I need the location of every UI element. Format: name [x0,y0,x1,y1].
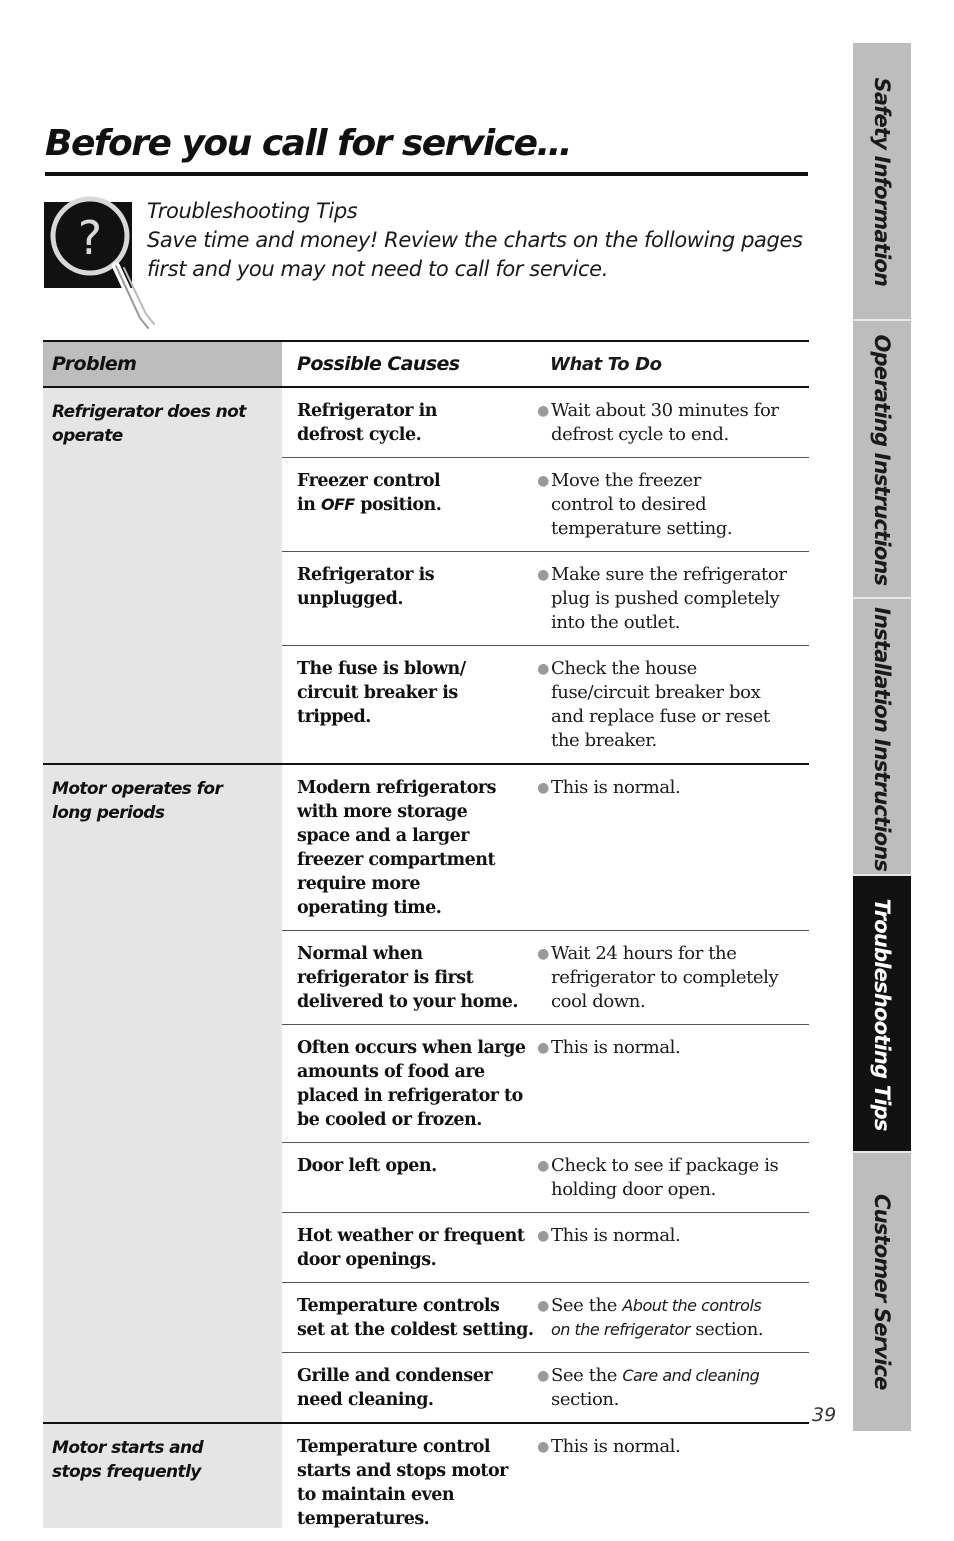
cause-cell [282,765,535,930]
cause-text: Temperature controls [297,1296,500,1316]
todo-text: holding door open. [551,1179,716,1200]
table-row [282,552,809,646]
cause-text-part: position. [354,495,442,515]
cause-text: space and a larger [297,826,469,846]
tips-line: Save time and money! Review the charts on the following pages [147,228,803,252]
todo-cell [535,388,809,457]
cause-text-part: in [297,495,321,515]
table-header [43,340,809,388]
problem-cell [43,765,282,1422]
tips-heading: Troubleshooting Tips [147,199,358,223]
page-number: 39 [812,1404,837,1426]
bullet-dot: ● [537,1228,549,1244]
todo-cell [535,931,809,1024]
todo-cell [535,458,809,551]
bullet-dot: ● [537,1368,549,1384]
table-row [282,1353,809,1422]
svg-text:?: ? [77,211,103,265]
cause-cell [282,1283,535,1352]
section-reference: on the refrigerator [551,1320,690,1339]
section-reference: Care and cleaning [622,1366,760,1385]
cause-text: set at the coldest setting. [297,1320,534,1340]
todo-text: the breaker. [551,730,657,751]
cause-text: need cleaning. [297,1390,434,1410]
cause-text: Refrigerator in [297,401,437,421]
problem-text: stops frequently [52,1462,201,1482]
todo-text: Make sure the refrigerator [551,564,787,585]
cause-cell [282,1025,535,1142]
todo-text [551,1364,803,1388]
todo-text: into the outlet. [551,612,680,633]
todo-text-part: See the [551,1365,623,1386]
cause-text: to maintain even [297,1485,455,1505]
troubleshooting-table [43,340,809,1541]
tab-troubleshooting-tips[interactable] [853,876,911,1153]
tab-installation-instructions[interactable] [853,599,911,876]
table-row [282,1283,809,1353]
cause-text: The fuse is blown/ [297,659,466,679]
cause-cell [282,646,535,763]
bullet-dot: ● [537,780,549,796]
todo-text: Wait 24 hours for the [551,943,737,964]
problem-cell [43,388,282,763]
tab-label: Customer Service [870,1194,894,1390]
todo-cell [535,1283,809,1352]
todo-cell [535,1424,809,1541]
cause-text: circuit breaker is [297,683,458,703]
todo-cell [535,765,809,930]
header-possible-causes: Possible Causes [297,353,460,375]
todo-text [551,1294,803,1318]
tab-safety-information[interactable] [853,43,911,321]
problem-text: Refrigerator does not [52,402,246,422]
cause-text: amounts of food are [297,1062,485,1082]
tab-label: Installation Instructions [870,607,894,872]
todo-text: control to desired [551,494,707,515]
question-magnifier-icon [44,196,160,332]
todo-text: temperature setting. [551,518,733,539]
cause-text: be cooled or frozen. [297,1110,482,1130]
cause-text: temperatures. [297,1509,430,1529]
table-row [282,388,809,458]
section-reference: About the controls [622,1296,762,1315]
cause-cell [282,931,535,1024]
table-row [282,1213,809,1283]
section-tabs [853,43,911,1431]
cause-text: Refrigerator is [297,565,435,585]
todo-text: This is normal. [551,777,681,798]
todo-cell [535,1143,809,1212]
todo-text: Check to see if package is [551,1155,779,1176]
todo-text: This is normal. [551,1037,681,1058]
cause-text: operating time. [297,898,442,918]
bullet-dot: ● [537,1439,549,1455]
cause-cell [282,552,535,645]
cause-cell [282,388,535,457]
cause-text: require more [297,874,420,894]
table-row [282,1025,809,1143]
cause-cell [282,1213,535,1282]
table-row [282,1424,809,1541]
troubleshooting-tips-intro [147,197,803,284]
table-row [282,1143,809,1213]
todo-cell [535,1353,809,1422]
bullet-dot: ● [537,567,549,583]
cause-text: delivered to your home. [297,992,519,1012]
cause-text: with more storage [297,802,468,822]
problem-cell [43,1424,282,1528]
page-title: Before you call for service… [45,118,808,176]
tab-customer-service[interactable] [853,1153,911,1431]
todo-text: This is normal. [551,1225,681,1246]
cause-text: tripped. [297,707,371,727]
problem-text: operate [52,426,123,446]
problem-group [43,1424,809,1541]
todo-text: Wait about 30 minutes for [551,400,779,421]
table-row [282,458,809,552]
bullet-dot: ● [537,1158,549,1174]
tab-label: Operating Instructions [870,334,894,586]
header-problem: Problem [43,342,282,386]
cause-text: placed in refrigerator to [297,1086,523,1106]
table-row [282,765,809,931]
cause-text: Temperature control [297,1437,491,1457]
cause-cell [282,1353,535,1422]
todo-text: and replace fuse or reset [551,706,770,727]
cause-text: freezer compartment [297,850,496,870]
cause-text: Often occurs when large [297,1038,526,1058]
todo-text [551,1318,803,1342]
cause-text: Door left open. [297,1156,437,1176]
problem-text: Motor starts and [52,1438,204,1458]
cause-text: refrigerator is first [297,968,474,988]
problem-text: Motor operates for [52,779,223,799]
todo-cell [535,1025,809,1142]
todo-text: Move the freezer [551,470,701,491]
todo-text: This is normal. [551,1436,681,1457]
cause-text: unplugged. [297,589,403,609]
cause-text: starts and stops motor [297,1461,508,1481]
table-row [282,646,809,763]
todo-text-part: See the [551,1295,623,1316]
header-what-to-do: What To Do [550,354,662,375]
todo-text: defrost cycle to end. [551,424,729,445]
cause-cell [282,458,535,551]
problem-group [43,388,809,765]
todo-cell [535,1213,809,1282]
bullet-dot: ● [537,403,549,419]
bullet-dot: ● [537,661,549,677]
off-setting-label: OFF [320,495,355,514]
cause-text: Normal when [297,944,423,964]
cause-text: Modern refrigerators [297,778,496,798]
todo-text: Check the house [551,658,697,679]
cause-text: Hot weather or frequent [297,1226,525,1246]
todo-cell [535,552,809,645]
todo-text: section. [551,1389,619,1410]
tab-operating-instructions[interactable] [853,321,911,599]
bullet-dot: ● [537,946,549,962]
problem-text: long periods [52,803,165,823]
tips-line: first and you may not need to call for service. [147,257,608,281]
problem-group [43,765,809,1424]
todo-cell [535,646,809,763]
tab-label: Safety Information [870,77,894,287]
cause-text: defrost cycle. [297,425,422,445]
tab-label: Troubleshooting Tips [870,898,894,1131]
todo-text-part: section. [689,1319,764,1340]
todo-text: cool down. [551,991,646,1012]
table-row [282,931,809,1025]
todo-text: fuse/circuit breaker box [551,682,761,703]
bullet-dot: ● [537,1040,549,1056]
cause-text [297,493,535,517]
cause-cell [282,1424,535,1541]
cause-text: Grille and condenser [297,1366,493,1386]
bullet-dot: ● [537,1298,549,1314]
cause-cell [282,1143,535,1212]
bullet-dot: ● [537,473,549,489]
cause-text: Freezer control [297,471,441,491]
todo-text: plug is pushed completely [551,588,780,609]
todo-text: refrigerator to completely [551,967,779,988]
cause-text: door openings. [297,1250,437,1270]
